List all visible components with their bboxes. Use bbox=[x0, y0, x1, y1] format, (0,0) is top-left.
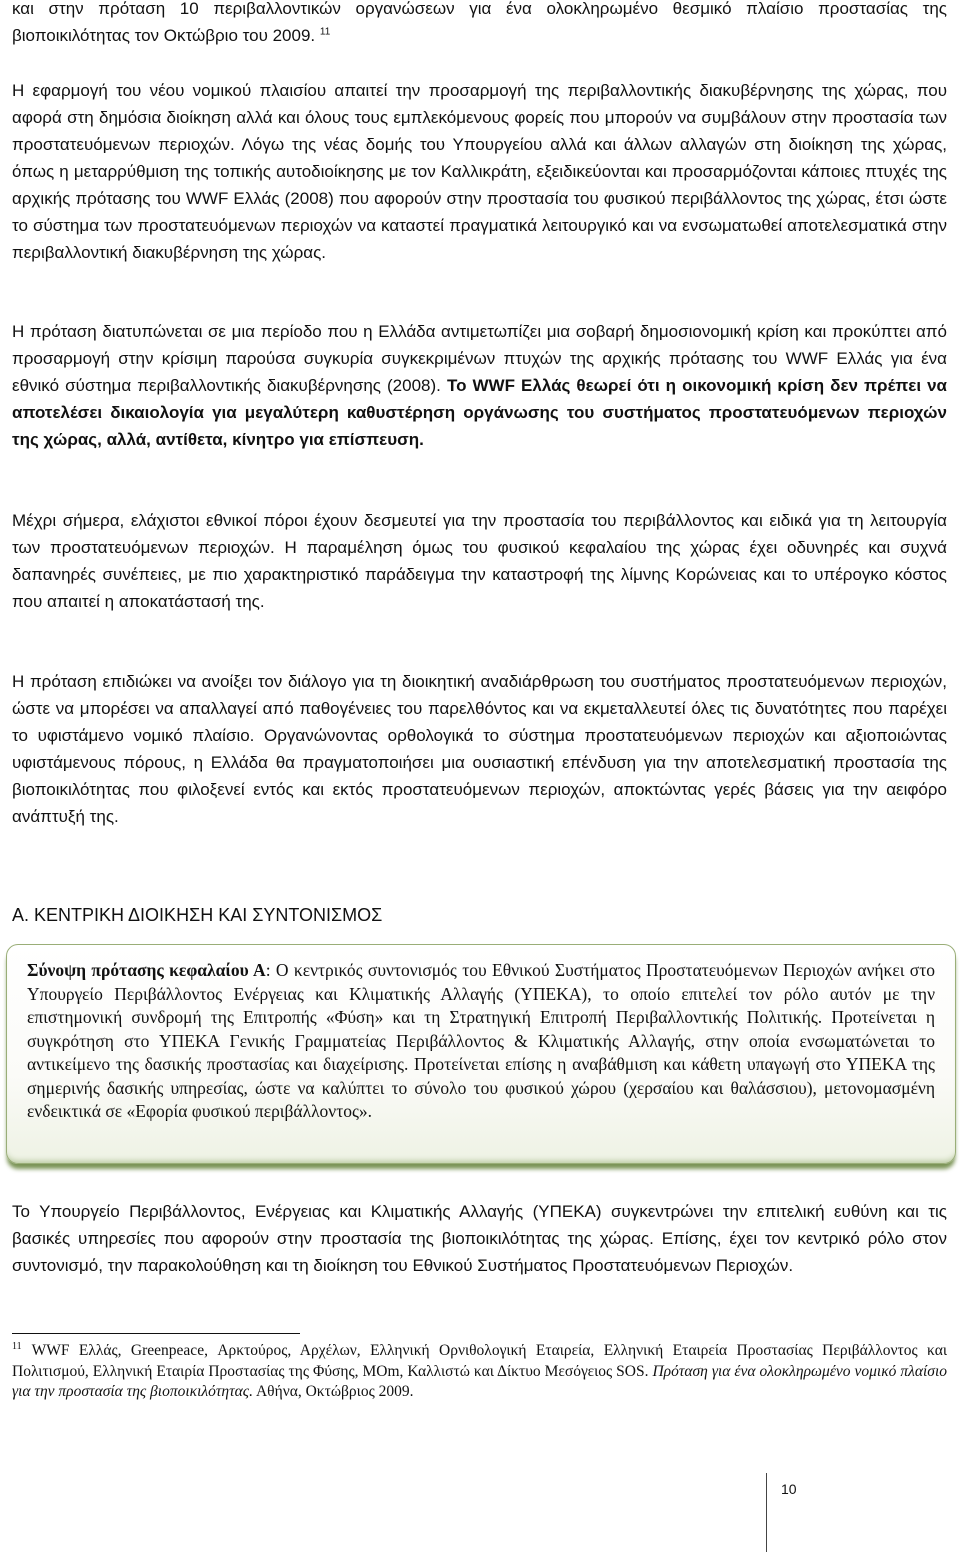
paragraph-dialogue: Η πρόταση επιδιώκει να ανοίξει τον διάλογο για τη διοικητική αναδιάρθρωση του συστήματος προστατευόμενων περιοχών, ώστε να μπορέσει να απαλλαγεί από παθογένειες του παρελθόντος και να εκμεταλλευτεί όλες τις δυνατότητες που παρέχει το υφιστάμενο νομικό πλαίσιο. Οργανώνοντας ορθολογικά το σύστημα προστατευόμενων περιοχών και αξιοποιώντας υφιστάμενους πόρους, η Ελλάδα θα πραγματοποιήσει μια ουσιαστική επένδυση για την αποτελεσματική προστασία της βιοποικιλότητας που φιλοξενεί εντός και εκτός προστατευόμενων περιοχών, αποκτώντας γερές βάσεις για την αειφόρο ανάπτυξή της. bbox=[12, 672, 947, 826]
paragraph-fiscal-crisis bbox=[12, 318, 947, 453]
footnote-number: 11 bbox=[12, 1340, 22, 1352]
footnote-italic-title: Πρόταση για ένα ολοκληρωμένο νομικό πλαίσιο για την προστασία της βιοποικιλότητας. bbox=[12, 1362, 948, 1400]
footnote bbox=[12, 1341, 947, 1403]
footnote-divider bbox=[12, 1333, 300, 1334]
page-number: 10 bbox=[781, 1481, 797, 1497]
footnote-reference[interactable]: 11 bbox=[319, 26, 331, 38]
summary-body: : Ο κεντρικός συντονισμός του Εθνικού Συστήματος Προστατευόμενων Περιοχών ανήκει στο Υπουργείο Περιβάλλοντος Ενέργειας και Κλιματικής Αλλαγής (ΥΠΕΚΑ), το οποίο επιτελεί τον ρόλο αυτόν με την επιστημονική συνδρομή της Επιτροπής «Φύση» και τη Στρατηγική Επιτροπή Περιβαλλοντικής Πολιτικής. Προτείνεται η συγκρότηση στο ΥΠΕΚΑ Γενικής Γραμματείας Περιβάλλοντος & Κλιματικής Αλλαγής, στην οποία ενσωματώνεται το αντικείμενο της δασικής προστασίας και διαχείρισης. Προτείνεται επίσης η αναβάθμιση και κάθετη υπαγωγή στο ΥΠΕΚΑ της σημερινής δασικής υπηρεσίας, ώστε να καλύπτει το σύνολο του φυσικού χώρου (χερσαίου και θαλάσσιου), μετονομασμένη ενδεικτικά σε «Εφορία φυσικού περιβάλλοντος». bbox=[27, 960, 935, 1121]
paragraph-governance: Η εφαρμογή του νέου νομικού πλαισίου απαιτεί την προσαρμογή της περιβαλλοντικής διακυβέρνησης της χώρας, που αφορά στη δημόσια διοίκηση αλλά και όλους τους εμπλεκόμενους φορείς που μπορούν να συμβάλουν στην προστασία των προστατευόμενων περιοχών. Λόγω της νέας δομής του Υπουργείου αλλά και άλλων αλλαγών στη διοίκηση της χώρας, όπως η μεταρρύθμιση της τοπικής αυτοδιοίκησης με τον Καλλικράτη, εξειδικεύονται και προσαρμόζονται κάποιες πτυχές της αρχικής πρότασης του WWF Ελλάς (2008) που αφορούν στην προστασία του φυσικού περιβάλλοντος της χώρας, έτσι ώστε το σύστημα των προστατευόμενων περιοχών να καταστεί πραγματικά λειτουργικό και να ενσωματωθεί αποτελεσματικά στην περιβαλλοντική διακυβέρνηση της χώρας. bbox=[12, 81, 947, 262]
summary-text bbox=[27, 959, 935, 1124]
footnote-citation-tail: Αθήνα, Οκτώβριος 2009. bbox=[252, 1383, 414, 1400]
paragraph-continuation bbox=[12, 0, 947, 49]
page-number-divider bbox=[766, 1473, 767, 1552]
summary-box bbox=[6, 944, 956, 1164]
footnote-text: WWF Ελλάς, Greenpeace, Αρκτούρος, Αρχέλων, Ελληνική Ορνιθολογική Εταιρεία, Ελληνική Εταιρεία Προστασίας Περιβάλλοντος και Πολιτισμού, Ελληνική Εταιρία Προστασίας της Φύσης, MOm, Καλλιστώ και Δίκτυο Μεσόγειος SOS. bbox=[12, 1342, 947, 1380]
paragraph-resources: Μέχρι σήμερα, ελάχιστοι εθνικοί πόροι έχουν δεσμευτεί για την προστασία του περιβάλλοντος και ειδικά για τη λειτουργία των προστατευόμενων περιοχών. Η παραμέληση όμως του φυσικού κεφαλαίου της χώρας έχει οδυνηρές και συχνά δαπανηρές συνέπειες, με πιο χαρακτηριστικό παράδειγμα την καταστροφή της λίμνης Κορώνειας και το υπέρογκο κόστος που απαιτεί η αποκατάστασή της. bbox=[12, 511, 947, 611]
section-heading: Α. ΚΕΝΤΡΙΚΗ ΔΙΟΙΚΗΣΗ ΚΑΙ ΣΥΝΤΟΝΙΣΜΟΣ bbox=[12, 905, 383, 925]
summary-label: Σύνοψη πρότασης κεφαλαίου Α bbox=[27, 960, 266, 980]
paragraph-ypeka: Το Υπουργείο Περιβάλλοντος, Ενέργειας και Κλιματικής Αλλαγής (ΥΠΕΚΑ) συγκεντρώνει την επιτελική ευθύνη και τις βασικές υπηρεσίες που αφορούν στην προστασία της βιοποικιλότητας της χώρας. Επίσης, έχει τον κεντρικό ρόλο στον συντονισμό, την παρακολούθηση και τη διοίκηση του Εθνικού Συστήματος Προστατευόμενων Περιοχών. bbox=[12, 1202, 947, 1275]
bold-statement: Το WWF Ελλάς θεωρεί ότι η οικονομική κρίση δεν πρέπει να αποτελέσει δικαιολογία για μεγαλύτερη καθυστέρηση οργάνωσης του συστήματος προστατευόμενων περιοχών της χώρας, αλλά, αντίθετα, κίνητρο για επίσπευση. bbox=[12, 376, 948, 449]
paragraph-fiscal-crisis-text: Η πρόταση διατυπώνεται σε μια περίοδο που η Ελλάδα αντιμετωπίζει μια σοβαρή δημοσιονομική κρίση και προκύπτει από προσαρμογή στην κρίσιμη παρούσα συγκυρία συγκεκριμένων πτυχών της αρχικής πρότασης του WWF Ελλάς για ένα εθνικό σύστημα περιβαλλοντικής διακυβέρνησης (2008). bbox=[12, 322, 947, 395]
paragraph-continuation-text: και στην πρόταση 10 περιβαλλοντικών οργανώσεων για ένα ολοκληρωμένο θεσμικό πλαίσιο προστασίας της βιοποικιλότητας τον Οκτώβριο του 2009. bbox=[12, 0, 947, 45]
